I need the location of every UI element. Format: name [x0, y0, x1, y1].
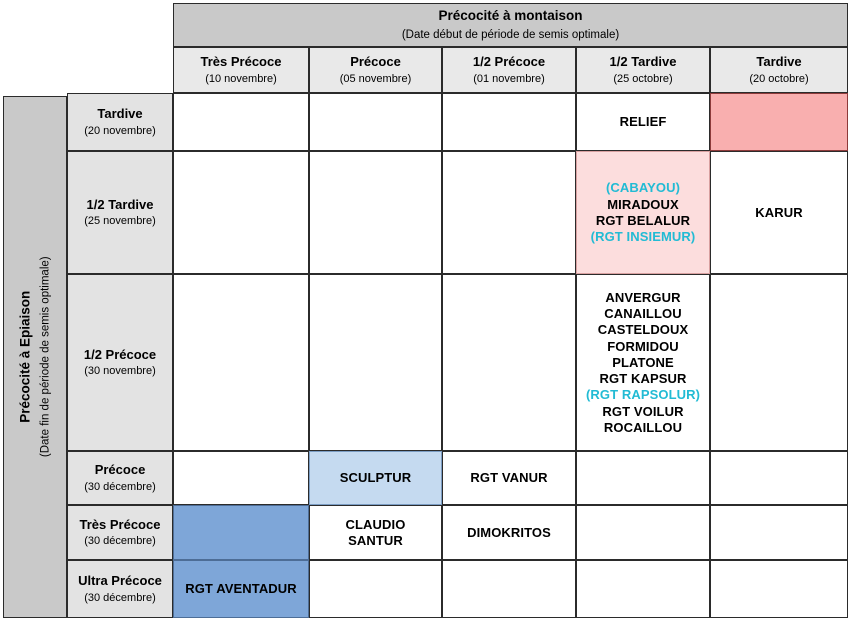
matrix-cell-r0c4[interactable]	[710, 93, 848, 151]
variety-label: ANVERGUR	[605, 289, 681, 305]
variety-label: PLATONE	[612, 354, 674, 370]
matrix-cell-r2c4[interactable]	[710, 274, 848, 451]
matrix-cell-r4c1[interactable]	[309, 505, 442, 560]
matrix-cell-r2c0[interactable]	[173, 274, 309, 451]
matrix-cell-r1c1[interactable]	[309, 151, 442, 274]
column-header-label: Très Précoce	[200, 54, 282, 70]
variety-label: ROCAILLOU	[603, 420, 683, 436]
row-header-date: (30 décembre)	[84, 535, 156, 548]
variety-label: (RGT INSIEMUR)	[590, 229, 696, 245]
row-header-label: 1/2 Tardive	[86, 196, 154, 212]
column-header-label: 1/2 Tardive	[609, 54, 677, 70]
column-header-tres-precoce	[173, 47, 309, 93]
row-axis-header-rotated	[17, 257, 52, 458]
row-header-date: (25 novembre)	[84, 215, 156, 228]
matrix-cell-r0c0[interactable]	[173, 93, 309, 151]
row-header-date: (30 décembre)	[84, 591, 156, 604]
column-axis-header	[173, 3, 848, 47]
column-header-date: (10 novembre)	[205, 72, 277, 85]
matrix-cell-r4c2[interactable]	[442, 505, 576, 560]
matrix-cell-r5c1[interactable]	[309, 560, 442, 618]
matrix-cell-r3c1[interactable]	[309, 451, 442, 505]
column-header-tardive	[710, 47, 848, 93]
row-header-tardive	[67, 93, 173, 151]
row-header-precoce	[67, 451, 173, 505]
variety-label: MIRADOUX	[607, 196, 679, 212]
column-axis-title: Précocité à montaison	[438, 7, 583, 23]
matrix-cell-r0c3[interactable]	[576, 93, 710, 151]
variety-label: CASTELDOUX	[597, 322, 689, 338]
variety-label: RGT VOILUR	[602, 403, 684, 419]
row-axis-subtitle: (Date fin de période de semis optimale)	[39, 256, 52, 458]
variety-label: RGT AVENTADUR	[185, 581, 297, 597]
matrix-cell-r5c3[interactable]	[576, 560, 710, 618]
row-header-demi-precoce	[67, 274, 173, 451]
matrix-cell-r1c3[interactable]	[576, 151, 710, 274]
row-header-label: Précoce	[94, 462, 146, 478]
matrix-cell-r5c2[interactable]	[442, 560, 576, 618]
row-header-date: (30 novembre)	[84, 365, 156, 378]
column-axis-subtitle: (Date début de période de semis optimale)	[401, 28, 620, 41]
row-axis-title: Précocité à Epiaison	[17, 290, 33, 424]
variety-label: DIMOKRITOS	[467, 524, 551, 540]
matrix-cell-r4c3[interactable]	[576, 505, 710, 560]
column-header-label: 1/2 Précoce	[472, 54, 546, 70]
variety-label: RGT BELALUR	[595, 213, 691, 228]
column-header-date: (05 novembre)	[339, 72, 412, 85]
matrix-cell-r5c0[interactable]	[173, 560, 309, 618]
matrix-cell-r2c2[interactable]	[442, 274, 576, 451]
column-header-label: Tardive	[756, 54, 802, 70]
matrix-cell-r4c4[interactable]	[710, 505, 848, 560]
variety-label: RELIEF	[619, 114, 667, 130]
variety-label: SANTUR	[348, 533, 403, 548]
row-header-label: 1/2 Précoce	[83, 346, 157, 362]
row-header-date: (20 novembre)	[84, 124, 156, 137]
matrix-cell-r0c2[interactable]	[442, 93, 576, 151]
variety-label: KARUR	[755, 204, 803, 220]
variety-label: (RGT RAPSOLUR)	[585, 387, 701, 403]
matrix-cell-r4c0[interactable]	[173, 505, 309, 560]
matrix-cell-r1c2[interactable]	[442, 151, 576, 274]
matrix-cell-r3c0[interactable]	[173, 451, 309, 505]
column-header-date: (01 novembre)	[473, 72, 545, 85]
row-header-tres-precoce	[67, 505, 173, 560]
variety-label: RGT VANUR	[470, 470, 548, 486]
row-header-label: Tardive	[97, 106, 143, 122]
row-header-label: Ultra Précoce	[78, 573, 162, 589]
row-header-ultra-precoce	[67, 560, 173, 618]
matrix-cell-r3c4[interactable]	[710, 451, 848, 505]
matrix-cell-r0c1[interactable]	[309, 93, 442, 151]
column-header-label: Précoce	[350, 54, 401, 70]
row-header-label: Très Précoce	[79, 516, 161, 532]
column-header-demi-precoce	[442, 47, 576, 93]
variety-label: FORMIDOU	[607, 338, 679, 354]
column-header-precoce	[309, 47, 442, 93]
variety-label: RGT KAPSUR	[599, 371, 687, 387]
matrix-cell-r1c0[interactable]	[173, 151, 309, 274]
variety-label: CLAUDIO	[345, 516, 406, 532]
matrix-cell-r3c3[interactable]	[576, 451, 710, 505]
variety-label: (CABAYOU)	[605, 180, 681, 196]
variety-label: CANAILLOU	[604, 305, 682, 321]
column-header-date: (20 octobre)	[749, 72, 809, 85]
variety-label: SCULPTUR	[339, 470, 412, 486]
matrix-cell-r5c4[interactable]	[710, 560, 848, 618]
row-axis-header	[3, 96, 67, 618]
row-header-demi-tardive	[67, 151, 173, 274]
matrix-cell-r2c3[interactable]	[576, 274, 710, 451]
matrix-cell-r3c2[interactable]	[442, 451, 576, 505]
column-header-date: (25 octobre)	[613, 72, 673, 85]
row-header-date: (30 décembre)	[84, 480, 156, 493]
matrix-cell-r2c1[interactable]	[309, 274, 442, 451]
matrix-cell-r1c4[interactable]	[710, 151, 848, 274]
column-header-demi-tardive	[576, 47, 710, 93]
